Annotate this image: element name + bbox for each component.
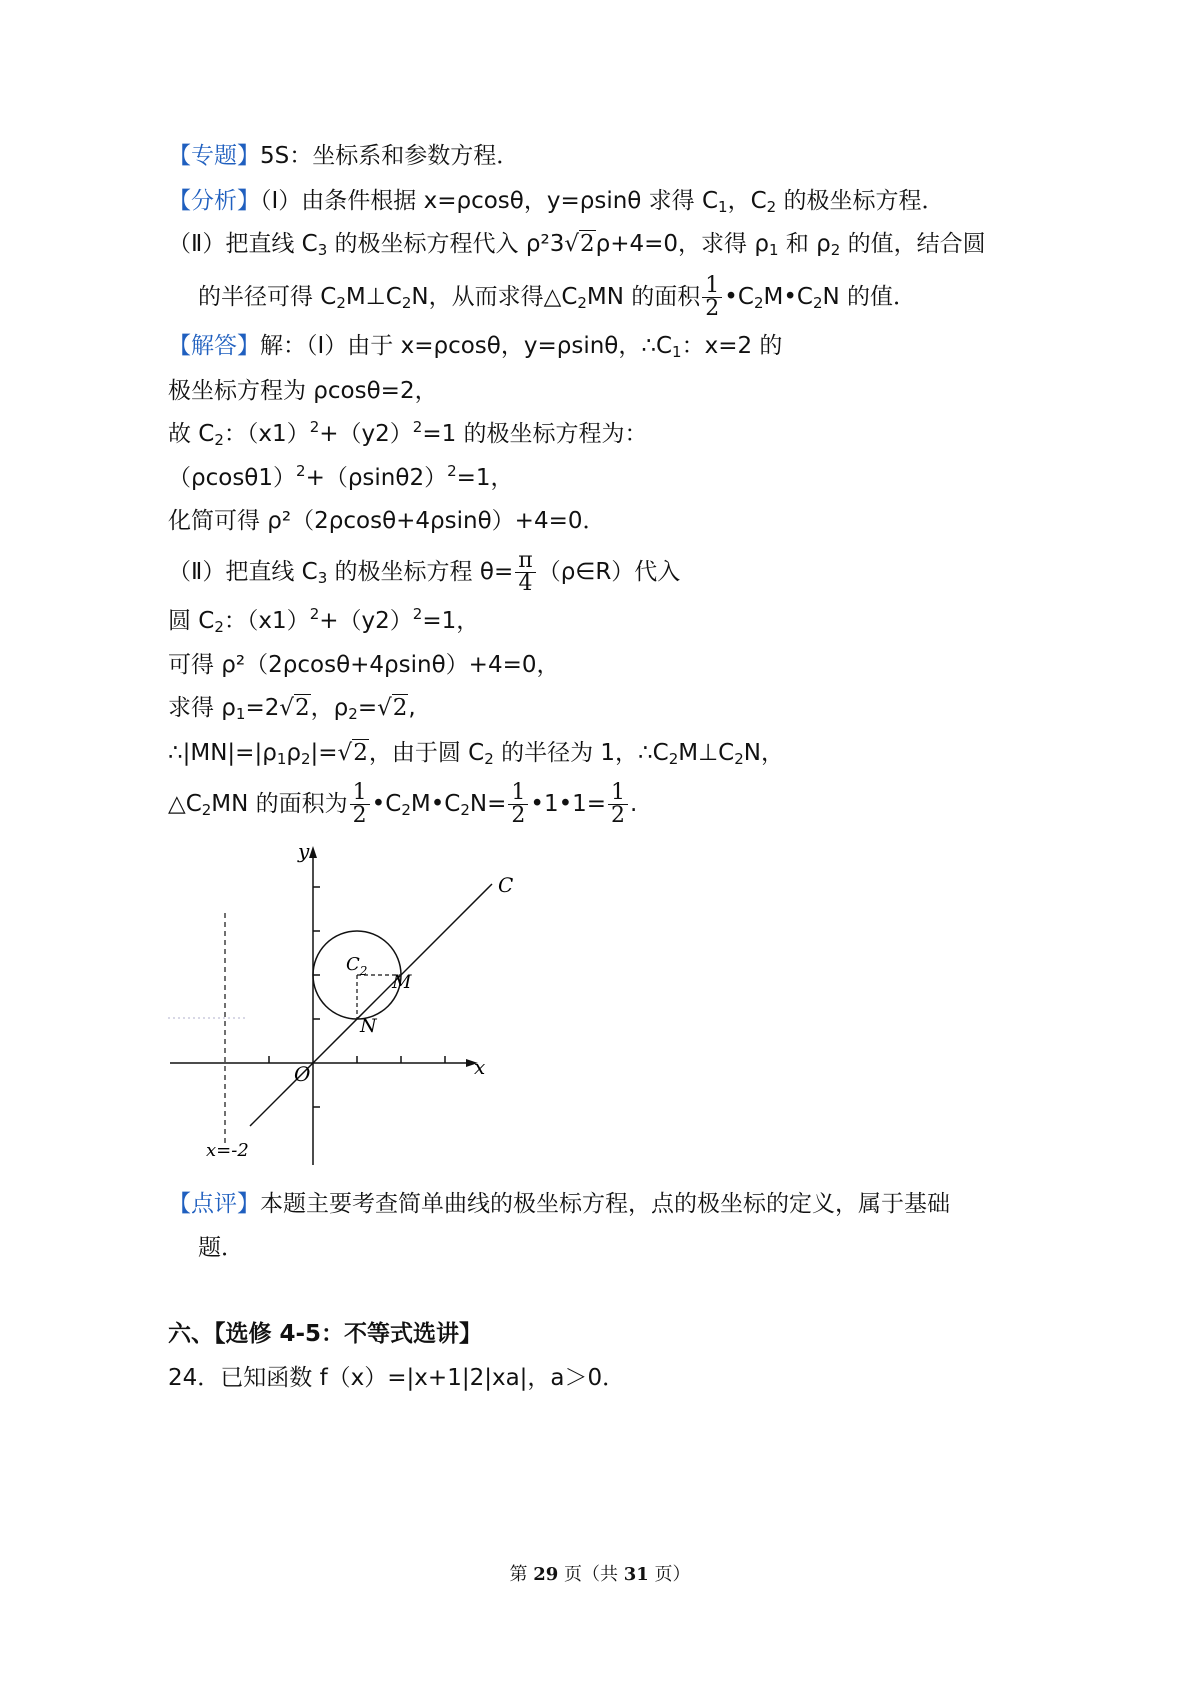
- solution-line-8: [168, 649, 559, 681]
- solution-line-10: [168, 737, 784, 769]
- sub: 2: [300, 750, 311, 768]
- circle-c2-label: $C_2$: [346, 954, 368, 978]
- text: 2）: [375, 608, 413, 634]
- sub: 2: [201, 801, 212, 819]
- topic-line: [168, 140, 519, 172]
- footer-mid: 页（共: [558, 1564, 624, 1585]
- solution-tag: 【解答】: [168, 333, 260, 359]
- topic-text: 5S：坐标系和参数方程．: [260, 143, 520, 169]
- text: 的极坐标方程 θ=: [327, 559, 514, 585]
- text: 的极坐标方程代入 ρ²: [327, 231, 550, 257]
- text: |=: [310, 740, 338, 766]
- text: ，C: [727, 188, 767, 214]
- text: ，由于圆 C: [368, 740, 485, 766]
- text: =: [357, 695, 378, 721]
- sub: 1: [718, 198, 728, 216]
- sub: 3: [317, 569, 328, 587]
- sub: 2: [214, 618, 224, 636]
- coordinate-figure: [160, 838, 540, 1173]
- fraction-pi-over-4: $\frac{\pi}{4}$: [515, 550, 535, 595]
- text: •C: [371, 791, 402, 817]
- page-footer: [0, 1560, 1200, 1586]
- sqrt-2: √2: [564, 231, 595, 257]
- origin-label: O: [294, 1062, 311, 1086]
- text: △C: [168, 791, 202, 817]
- sup: 2: [412, 605, 423, 623]
- footer-prefix: 第: [509, 1564, 534, 1585]
- text: =1，: [422, 608, 480, 634]
- text: 的半径为 1，∴C: [493, 740, 669, 766]
- text: （ρcosθ: [168, 465, 259, 491]
- text: 化简可得 ρ²: [168, 508, 292, 534]
- sqrt-2: √2: [337, 740, 368, 766]
- text: 圆 C: [168, 608, 215, 634]
- question-24: [168, 1362, 625, 1394]
- page-total: 31: [623, 1564, 649, 1585]
- solution-line-9: [168, 692, 416, 724]
- sub: 2: [214, 431, 224, 449]
- topic-tag: 【专题】: [168, 143, 260, 169]
- comment-line-2: [198, 1232, 244, 1264]
- text: 2）: [409, 465, 448, 491]
- solution-line-6: [168, 550, 680, 595]
- text: M•C: [410, 791, 461, 817]
- sub: 3: [317, 241, 328, 259]
- text: 的值，结合圆: [840, 231, 986, 257]
- text: 解：（Ⅰ）由于 x=ρcosθ，y=ρsinθ，∴C: [260, 333, 673, 359]
- text: N 的值．: [822, 284, 917, 310]
- text: =1 的极坐标方程为：: [422, 421, 648, 447]
- text: 1）: [272, 608, 310, 634]
- sub: 2: [401, 801, 411, 819]
- text: 2，: [399, 378, 438, 404]
- sup: 2: [412, 418, 423, 436]
- text: （2ρcosθ+4ρsinθ）+4=0，: [245, 652, 560, 678]
- text: ，ρ: [310, 695, 349, 721]
- text: 极坐标方程为 ρcosθ=: [168, 378, 400, 404]
- text: N，: [743, 740, 784, 766]
- text: 2）: [375, 421, 413, 447]
- fraction-half: $\frac{1}{2}$: [608, 782, 628, 827]
- sub: 1: [235, 705, 246, 723]
- sub: 2: [766, 198, 777, 216]
- sup: 2: [309, 418, 320, 436]
- sub: 2: [577, 294, 587, 312]
- text: N=: [469, 791, 507, 817]
- text: （Ⅱ）把直线 C: [168, 559, 318, 585]
- point-m-label: M: [392, 971, 412, 993]
- text: M⊥C: [678, 740, 735, 766]
- text: （Ⅱ）把直线 C: [168, 231, 318, 257]
- text: a|，a＞0．: [505, 1365, 626, 1391]
- comment-line-1: [168, 1188, 950, 1220]
- sub: 1: [768, 241, 779, 259]
- text: 3: [549, 231, 565, 257]
- text: ：x=: [681, 333, 738, 359]
- sub: 2: [668, 750, 679, 768]
- text: M⊥C: [345, 284, 402, 310]
- fraction-half: $\frac{1}{2}$: [702, 275, 722, 320]
- text: N，从而求得△C: [411, 284, 578, 310]
- text: =1，: [456, 465, 514, 491]
- point-n-label: N: [360, 1015, 377, 1037]
- section-title: 六、【选修 4-5：不等式选讲】: [168, 1321, 483, 1347]
- solution-line-3: [168, 418, 648, 450]
- text: ρ+4=0，求得 ρ: [595, 231, 769, 257]
- sub: 2: [484, 750, 494, 768]
- fraction-half: $\frac{1}{2}$: [350, 782, 370, 827]
- text: 可得 ρ²: [168, 652, 246, 678]
- footer-suffix: 页）: [648, 1564, 691, 1585]
- section-heading: [168, 1318, 482, 1350]
- solution-line-11: [168, 782, 637, 827]
- solution-line-2: [168, 375, 438, 407]
- solution-line-4: [168, 462, 514, 494]
- sub: 1: [672, 343, 682, 361]
- text: 故 C: [168, 421, 215, 447]
- sub: 2: [830, 241, 841, 259]
- text: 2|x: [469, 1365, 506, 1391]
- analysis-line-3: [198, 275, 916, 320]
- page-number: 29: [533, 1564, 559, 1585]
- sup: 2: [296, 462, 306, 480]
- text: （ρ∈R）代入: [537, 559, 681, 585]
- sub: 2: [734, 750, 744, 768]
- fraction-half: $\frac{1}{2}$: [508, 782, 528, 827]
- text: （2ρcosθ+4ρsinθ）+4=0．: [291, 508, 606, 534]
- text: ,: [408, 695, 416, 721]
- text: 本题主要考查简单曲线的极坐标方程，点的极坐标的定义，属于基础: [260, 1191, 950, 1217]
- text: 的半径可得 C: [198, 284, 337, 310]
- sub: 2: [401, 294, 412, 312]
- analysis-line-1: [168, 185, 945, 217]
- text: =2: [245, 695, 280, 721]
- analysis-line-2: [168, 228, 986, 260]
- sqrt-2: √2: [377, 695, 408, 721]
- text: 的极坐标方程．: [776, 188, 945, 214]
- text: •C: [724, 284, 754, 310]
- solution-line-5: [168, 505, 605, 537]
- text: （Ⅰ）由条件根据 x=ρcosθ，y=ρsinθ 求得 C: [260, 188, 719, 214]
- sqrt-2: √2: [279, 695, 310, 721]
- sub: 1: [276, 750, 287, 768]
- text: MN 的面积: [586, 284, 701, 310]
- line-c3: [250, 884, 492, 1126]
- sub: 2: [460, 801, 470, 819]
- y-axis-label: y: [298, 839, 310, 863]
- sub: 2: [336, 294, 346, 312]
- text: 1）: [272, 421, 310, 447]
- sub: 2: [812, 294, 823, 312]
- text: 24．已知函数 f（x）=|x+1|: [168, 1365, 470, 1391]
- solution-line-7: [168, 605, 479, 637]
- text: .: [630, 791, 638, 817]
- text: ∴|MN|=|ρ: [168, 740, 277, 766]
- sub: 2: [753, 294, 764, 312]
- text: ρ: [286, 740, 301, 766]
- analysis-tag: 【分析】: [168, 188, 260, 214]
- solution-line-1: [168, 330, 782, 362]
- text: +（y: [319, 608, 376, 634]
- sup: 2: [309, 605, 320, 623]
- text: M•C: [763, 284, 813, 310]
- text: 和 ρ: [778, 231, 831, 257]
- text: •1•1=: [530, 791, 607, 817]
- dashed-line-label: x=-2: [206, 1140, 249, 1161]
- text: 求得 ρ: [168, 695, 236, 721]
- text: 1）: [258, 465, 297, 491]
- text: 2 的: [737, 333, 783, 359]
- comment-tag: 【点评】: [168, 1191, 260, 1217]
- y-axis-arrow: [309, 846, 317, 858]
- text: ：（x: [223, 608, 273, 634]
- sup: 2: [447, 462, 457, 480]
- sub: 2: [348, 705, 358, 723]
- x-axis-label: x: [474, 1055, 486, 1079]
- line-c-label: C: [498, 873, 514, 897]
- text: 题．: [198, 1235, 244, 1261]
- text: +（ρsinθ: [305, 465, 410, 491]
- text: MN 的面积为: [211, 791, 348, 817]
- text: ：（x: [223, 421, 273, 447]
- text: +（y: [319, 421, 376, 447]
